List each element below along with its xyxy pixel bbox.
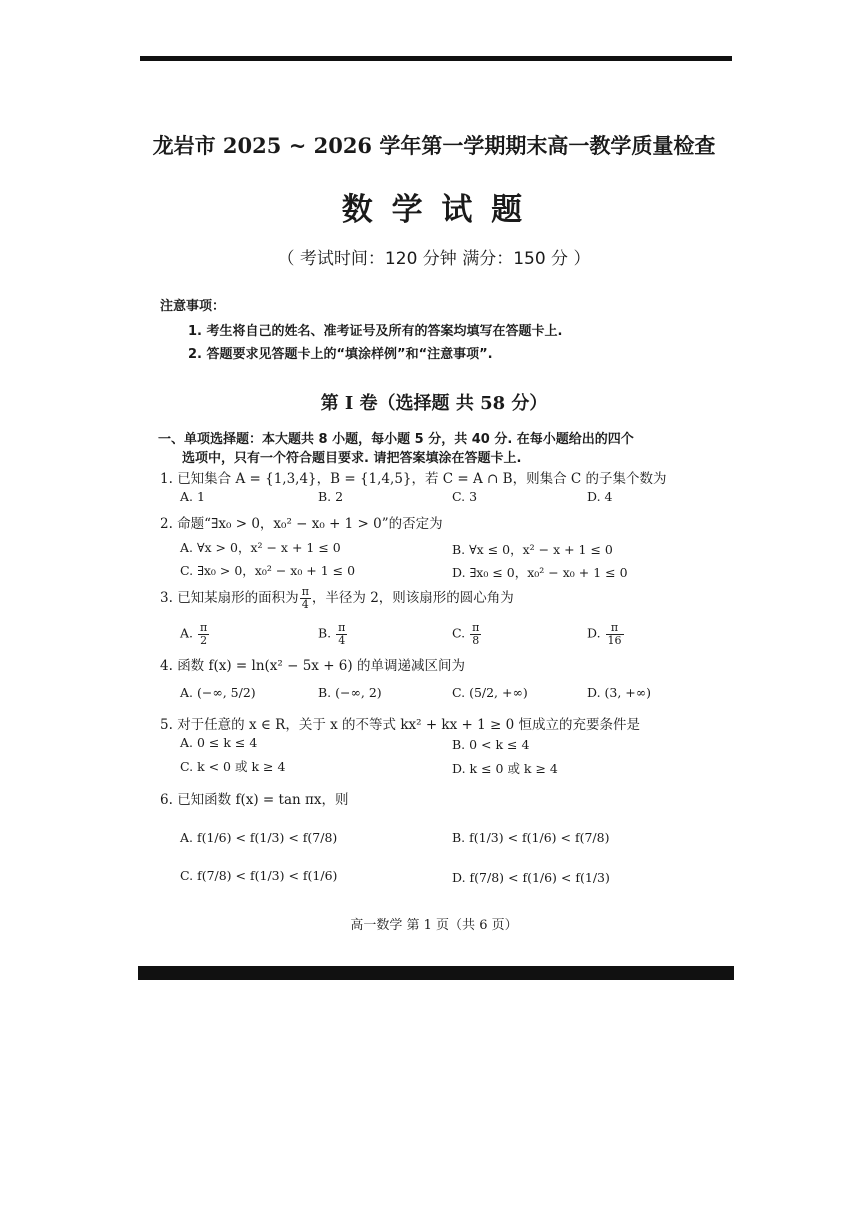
question-number: 5. — [160, 717, 173, 733]
q5-option-a: A. 0 ≤ k ≤ 4 — [180, 735, 258, 750]
question-stem-part2: ，半径为 2，则该扇形的圆心角为 — [311, 590, 514, 606]
question-stem: 函数 f(x) = ln(x² − 5x + 6) 的单调递减区间为 — [177, 658, 465, 674]
q1-option-a: A. 1 — [180, 489, 205, 504]
q2-option-a: A. ∀x > 0，x² − x + 1 ≤ 0 — [180, 540, 341, 555]
top-scan-border — [140, 56, 732, 61]
question-number: 2. — [160, 516, 173, 532]
question-2 — [160, 512, 443, 532]
notice-heading: 注意事项： — [160, 299, 226, 314]
bottom-scan-border — [138, 966, 734, 980]
question-1 — [160, 467, 666, 487]
q6-option-c: C. f(7/8) < f(1/3) < f(1/6) — [180, 868, 338, 883]
q3-option-b: B. $\frac{\pi}{4}$ — [318, 621, 346, 647]
q4-option-b: B. (−∞, 2) — [318, 685, 382, 700]
question-3 — [160, 586, 514, 611]
q2-option-b: B. ∀x ≤ 0，x² − x + 1 ≤ 0 — [452, 542, 613, 557]
q5-option-b: B. 0 < k ≤ 4 — [452, 737, 530, 752]
question-stem: 已知集合 A = {1,3,4}，B = {1,4,5}，若 C = A ∩ B，则集合 C 的子集个数为 — [177, 471, 667, 487]
question-4 — [160, 654, 465, 674]
question-stem: 已知函数 f(x) = tan πx，则 — [177, 792, 349, 808]
question-number: 3. — [160, 590, 173, 606]
stem-fraction: $\frac{\pi}{4}$ — [301, 585, 309, 611]
notice-item-1: 1. 考生将自己的姓名、准考证号及所有的答案均填写在答题卡上. — [188, 324, 563, 339]
q6-option-d: D. f(7/8) < f(1/6) < f(1/3) — [452, 870, 610, 885]
notice-item-2: 2. 答题要求见答题卡上的“填涂样例”和“注意事项”. — [188, 347, 493, 362]
question-number: 4. — [160, 658, 173, 674]
q6-option-b: B. f(1/3) < f(1/6) < f(7/8) — [452, 830, 610, 845]
q5-option-d: D. k ≤ 0 或 k ≥ 4 — [452, 761, 558, 776]
q1-option-c: C. 3 — [452, 489, 478, 504]
q3-option-c: C. $\frac{\pi}{8}$ — [452, 621, 480, 647]
q1-option-b: B. 2 — [318, 489, 344, 504]
question-stem: 命题“∃x₀ > 0，x₀² − x₀ + 1 > 0”的否定为 — [177, 516, 443, 532]
q1-option-d: D. 4 — [587, 489, 613, 504]
exam-title: 龙岩市 2025 ~ 2026 学年第一学期期末高一教学质量检查 — [152, 133, 716, 158]
question-stem-part1: 已知某扇形的面积为 — [177, 590, 299, 606]
q4-option-c: C. (5/2, +∞) — [452, 685, 528, 700]
q5-option-c: C. k < 0 或 k ≥ 4 — [180, 759, 286, 774]
q3-option-a: A. $\frac{\pi}{2}$ — [180, 621, 208, 647]
q3-option-d: D. $\frac{\pi}{16}$ — [587, 621, 622, 647]
q4-option-a: A. (−∞, 5/2) — [180, 685, 256, 700]
q2-option-c: C. ∃x₀ > 0，x₀² − x₀ + 1 ≤ 0 — [180, 563, 356, 578]
section-intro-line1: 一、单项选择题：本大题共 8 小题，每小题 5 分，共 40 分. 在每小题给出的四个 — [158, 432, 634, 447]
question-5 — [160, 713, 640, 733]
exam-info: （ 考试时间：120 分钟 满分：150 分 ） — [277, 249, 591, 269]
page-footer: 高一数学 第 1 页（共 6 页） — [350, 918, 518, 933]
question-number: 1. — [160, 471, 173, 487]
q6-option-a: A. f(1/6) < f(1/3) < f(7/8) — [180, 830, 338, 845]
question-number: 6. — [160, 792, 173, 808]
q2-option-d: D. ∃x₀ ≤ 0，x₀² − x₀ + 1 ≤ 0 — [452, 565, 628, 580]
question-stem: 对于任意的 x ∈ R，关于 x 的不等式 kx² + kx + 1 ≥ 0 恒成立的充要条件是 — [177, 717, 640, 733]
section-intro-line2: 选项中，只有一个符合题目要求. 请把答案填涂在答题卡上. — [182, 451, 522, 466]
subject-title: 数 学 试 题 — [341, 192, 527, 228]
section-title: 第 I 卷（选择题 共 58 分） — [320, 393, 548, 414]
question-6 — [160, 788, 348, 808]
q4-option-d: D. (3, +∞) — [587, 685, 652, 700]
